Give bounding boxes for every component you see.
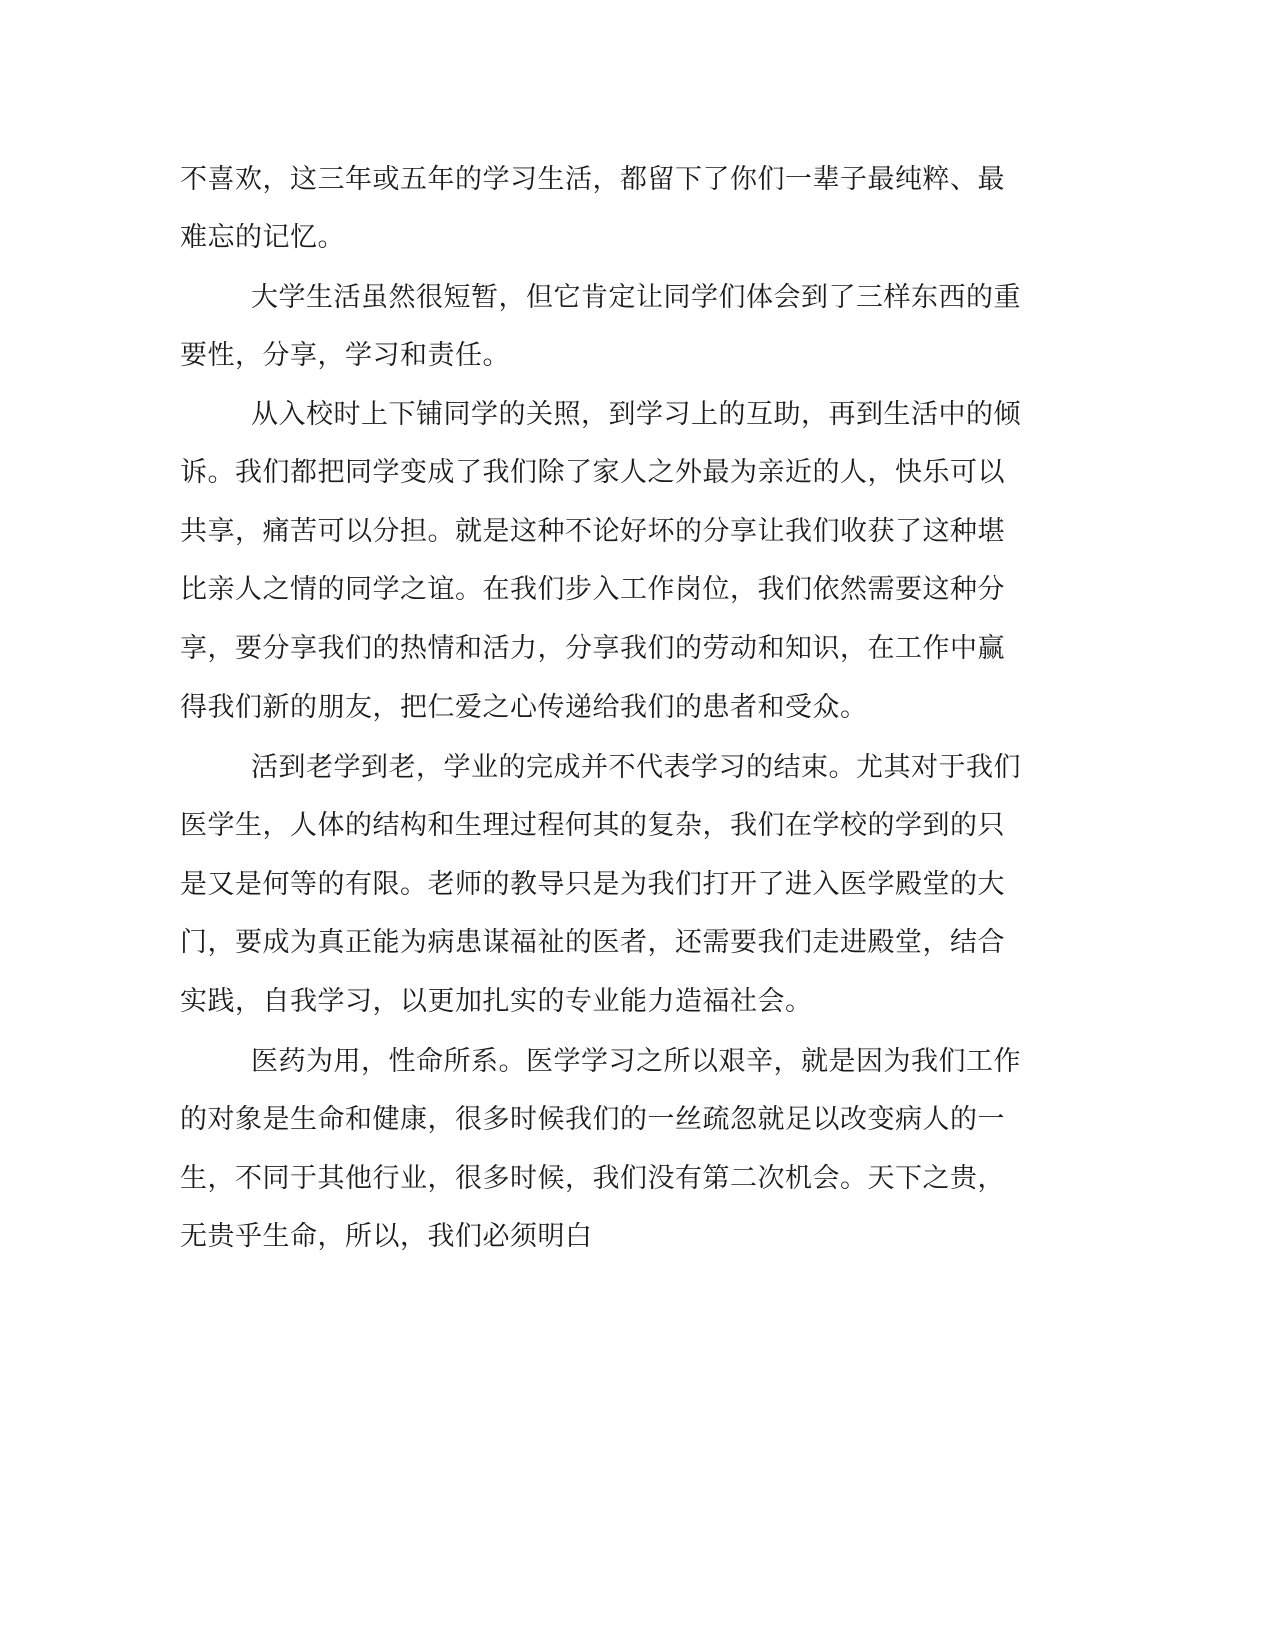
text-line: 实践，自我学习，以更加扎实的专业能力造福社会。 bbox=[180, 986, 813, 1017]
text-line: 享，要分享我们的热情和活力，分享我们的劳动和知识，在工作中赢 bbox=[180, 633, 1005, 664]
text-line: 诉。我们都把同学变成了我们除了家人之外最为亲近的人，快乐可以 bbox=[180, 457, 1005, 488]
text-line: 是又是何等的有限。老师的教导只是为我们打开了进入医学殿堂的大 bbox=[180, 869, 1005, 900]
paragraph-first-line: 活到老学到老，学业的完成并不代表学习的结束。尤其对于我们 bbox=[251, 752, 1021, 783]
text-line: 不喜欢，这三年或五年的学习生活，都留下了你们一辈子最纯粹、最 bbox=[180, 164, 1005, 195]
text-line: 医学生，人体的结构和生理过程何其的复杂，我们在学校的学到的只 bbox=[180, 810, 1005, 841]
text-line: 共享，痛苦可以分担。就是这种不论好坏的分享让我们收获了这种堪 bbox=[180, 516, 1005, 547]
paragraph-first-line: 大学生活虽然很短暂，但它肯定让同学们体会到了三样东西的重 bbox=[251, 282, 1021, 313]
paragraph-first-line: 从入校时上下铺同学的关照，到学习上的互助，再到生活中的倾 bbox=[251, 399, 1021, 430]
text-line: 无贵乎生命，所以，我们必须明白 bbox=[180, 1221, 593, 1252]
text-line: 比亲人之情的同学之谊。在我们步入工作岗位，我们依然需要这种分 bbox=[180, 574, 1005, 605]
text-line: 的对象是生命和健康，很多时候我们的一丝疏忽就足以改变病人的一 bbox=[180, 1104, 1005, 1135]
text-line: 得我们新的朋友，把仁爱之心传递给我们的患者和受众。 bbox=[180, 692, 868, 723]
paragraph-first-line: 医药为用，性命所系。医学学习之所以艰辛，就是因为我们工作 bbox=[251, 1046, 1021, 1077]
text-line: 要性，分享，学习和责任。 bbox=[180, 340, 510, 371]
text-line: 难忘的记忆。 bbox=[180, 222, 345, 253]
text-line: 门，要成为真正能为病患谋福祉的医者，还需要我们走进殿堂，结合 bbox=[180, 927, 1005, 958]
text-line: 生，不同于其他行业，很多时候，我们没有第二次机会。天下之贵， bbox=[180, 1163, 1005, 1194]
